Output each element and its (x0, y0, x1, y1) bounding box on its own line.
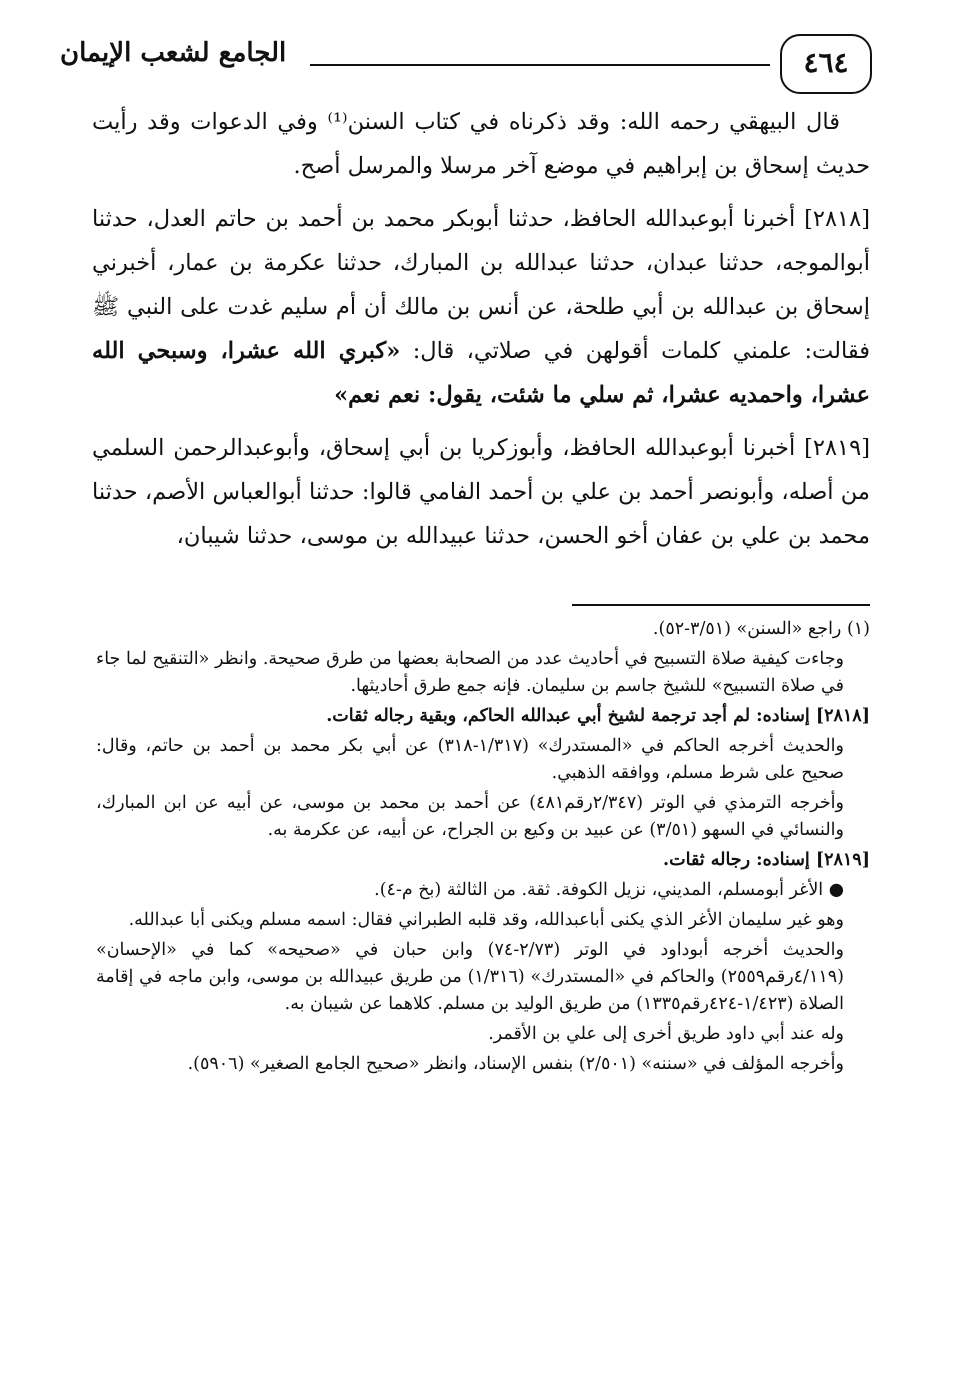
footnote-1-note: وجاءت كيفية صلاة التسبيح في أحاديث عدد من الصحابة بعضها من طرق صحيحة. وانظر «التنقيح لما جاء في صلاة التسبيح» للشيخ جاسم بن سليمان. فإنه جمع طرق أحاديثها. (96, 649, 844, 696)
footnote-2819-takhrij-2: وله عند أبي داود طريق أخرى إلى علي بن الأقمر. (488, 1024, 844, 1044)
page-number: ٤٦٤ (780, 34, 872, 94)
footnote-2818-takhrij-2: وأخرجه الترمذي في الوتر (٢/٣٤٧رقم٤٨١) عن أحمد بن محمد بن موسى، عن أبيه عن ابن المبارك، والنسائي في السهو (٣/٥١) عن عبيد بن وكيع بن الجراح، عن أبيه، عن عكرمة به. (96, 793, 844, 840)
footnote-1: (١) راجع «السنن» (٣/٥١-٥٢). (652, 619, 870, 639)
hadith-2819: [٢٨١٩] أخبرنا أبوعبدالله الحافظ، وأبوزكريا بن أبي إسحاق، وأبوعبدالرحمن السلمي من أصله، وأبونصر أحمد بن علي بن أحمد الفامي قالوا: حدثنا أبوالعباس الأصم، حدثنا محمد بن علي بن عفان أخو الحسن، حدثنا عبيدالله بن موسى، حدثنا شيبان، (92, 435, 870, 549)
footnote-separator (572, 604, 870, 606)
paragraph-bayhaqi-comment: قال البيهقي رحمه الله: وقد ذكرناه في كتاب السنن⁽¹⁾ وفي الدعوات وقد رأيت حديث إسحاق بن إبراهيم في موضع آخر مرسلا والمرسل أصح. (92, 109, 870, 179)
main-text (92, 100, 870, 567)
footnotes (96, 616, 870, 1081)
footnote-2819-narrator: ● الأغر أبومسلم، المديني، نزيل الكوفة. ثقة. من الثالثة (بخ م-٤). (374, 880, 844, 900)
book-title: الجامع لشعب الإيمان (60, 38, 287, 68)
footnote-2819-isnad: [٢٨١٩] إسناده: رجاله ثقات. (663, 850, 870, 870)
footnote-2819-narrator-note: وهو غير سليمان الأغر الذي يكنى أباعبدالله، وقد قلبه الطبراني فقال: اسمه مسلم ويكنى أبا عبدالله. (128, 910, 844, 930)
header-rule (310, 64, 770, 66)
footnote-2819-takhrij-3: وأخرجه المؤلف في «سننه» (٢/٥٠١) بنفس الإسناد، وانظر «صحيح الجامع الصغير» (٥٩٠٦). (187, 1054, 844, 1074)
footnote-2818-isnad: [٢٨١٨] إسناده: لم أجد ترجمة لشيخ أبي عبدالله الحاكم، وبقية رجاله ثقات. (326, 706, 870, 726)
hadith-2818-matn: «كبري الله عشرا، وسبحي الله عشرا، واحمديه عشرا، ثم سلي ما شئت، يقول: نعم نعم» (92, 338, 870, 408)
page-header (60, 34, 872, 96)
footnote-2818-takhrij-1: والحديث أخرجه الحاكم في «المستدرك» (١/٣١٧-٣١٨) عن أبي بكر محمد بن أحمد بن حاتم، وقال: صحيح على شرط مسلم، ووافقه الذهبي. (96, 736, 844, 783)
hadith-2818-isnad: [٢٨١٨] أخبرنا أبوعبدالله الحافظ، حدثنا أبوبكر محمد بن أحمد بن حاتم العدل، حدثنا أبوالموجه، حدثنا عبدان، حدثنا عبدالله بن المبارك، حدثنا عكرمة بن عمار، أخبرني إسحاق بن عبدالله بن أبي طلحة، عن أنس بن مالك أن أم سليم غدت على النبي ﷺ فقالت: علمني كلمات أقولهن في صلاتي، قال: (92, 206, 870, 364)
hadith-2818 (92, 197, 870, 417)
footnote-2819-takhrij-1: والحديث أخرجه أبوداود في الوتر (٢/٧٣-٧٤) وابن حبان في «صحيحه» كما في «الإحسان» (٤/١١٩رقم٢٥٥٩) والحاكم في «المستدرك» (١/٣١٦) من طريق عبيدالله بن موسى، وابن ماجه في إقامة الصلاة (١/٤٢٣-٤٢٤رقم١٣٣٥) من طريق الوليد بن مسلم. كلاهما عن شيبان به. (96, 940, 844, 1014)
